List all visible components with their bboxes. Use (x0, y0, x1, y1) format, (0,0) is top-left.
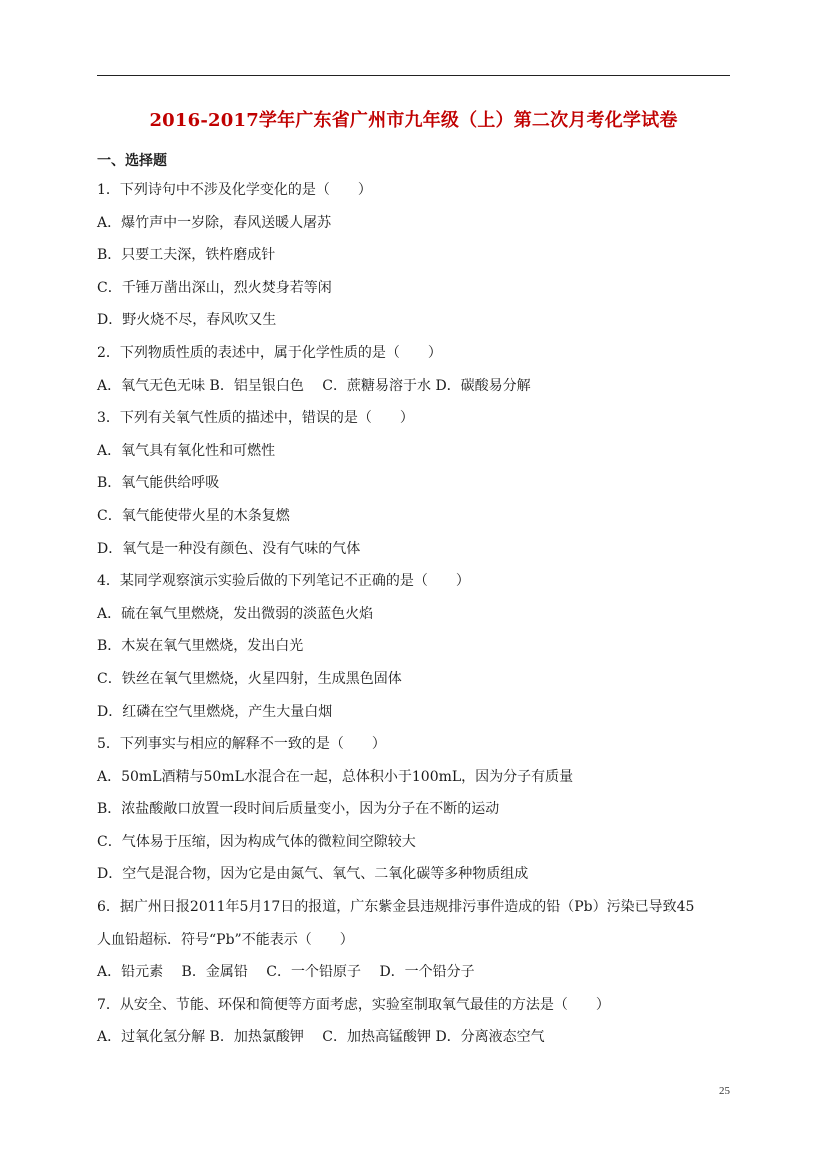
text-line: 4．某同学观察演示实验后做的下列笔记不正确的是（ ） (97, 573, 470, 590)
text-line: C．氧气能使带火星的木条复燃 (97, 507, 290, 524)
text-line: A．氧气具有氧化性和可燃性 (97, 442, 276, 459)
question-list (97, 176, 737, 1056)
text-line: D．野火烧不尽，春风吹又生 (97, 312, 277, 329)
text-line: 3．下列有关氧气性质的描述中，错误的是（ ） (97, 410, 414, 427)
page-title: 2016-2017学年广东省广州市九年级（上）第二次月考化学试卷 (149, 110, 678, 131)
text-line: A．50mL酒精与50mL水混合在一起，总体积小于100mL，因为分子有质量 (97, 768, 574, 785)
text-line: B．氧气能供给呼吸 (97, 475, 220, 492)
text-line: B．浓盐酸敞口放置一段时间后质量变小，因为分子在不断的运动 (97, 801, 500, 818)
text-line: 6．据广州日报2011年5月17日的报道，广东紫金县违规排污事件造成的铅（Pb）污染已导致45 (97, 899, 695, 916)
text-line: 5．下列事实与相应的解释不一致的是（ ） (97, 736, 386, 753)
text-line: A．爆竹声中一岁除，春风送暖人屠苏 (97, 214, 332, 231)
page-number: 25 (719, 1085, 730, 1097)
text-line: A．铅元素 B．金属铅 C．一个铅原子 D．一个铅分子 (97, 964, 475, 981)
text-line: D．氧气是一种没有颜色、没有气味的气体 (97, 540, 361, 557)
text-line: D．空气是混合物，因为它是由氮气、氧气、二氧化碳等多种物质组成 (97, 866, 529, 883)
text-line: A．过氧化氢分解 B．加热氯酸钾 C．加热高锰酸钾 D．分离液态空气 (97, 1029, 545, 1046)
text-line: A．氧气无色无味 B．铝呈银白色 C．蔗糖易溶于水 D．碳酸易分解 (97, 377, 531, 394)
text-line: 7．从安全、节能、环保和简便等方面考虑，实验室制取氧气最佳的方法是（ ） (97, 996, 610, 1013)
header-rule (97, 75, 730, 76)
text-line: B．只要工夫深，铁杵磨成针 (97, 247, 276, 264)
text-line: D．红磷在空气里燃烧，产生大量白烟 (97, 703, 333, 720)
text-line: C．铁丝在氧气里燃烧，火星四射，生成黑色固体 (97, 670, 402, 687)
text-line: 2．下列物质性质的表述中，属于化学性质的是（ ） (97, 344, 442, 361)
text-line: B．木炭在氧气里燃烧，发出白光 (97, 638, 304, 655)
text-line: 人血铅超标．符号“Pb”不能表示（ ） (97, 931, 354, 948)
text-line: C．气体易于压缩，因为构成气体的微粒间空隙较大 (97, 833, 416, 850)
section-heading: 一、选择题 (97, 153, 167, 169)
text-line: 1．下列诗句中不涉及化学变化的是（ ） (97, 182, 372, 198)
text-line: A．硫在氧气里燃烧，发出微弱的淡蓝色火焰 (97, 605, 374, 622)
text-line: C．千锤万凿出深山，烈火焚身若等闲 (97, 279, 332, 296)
